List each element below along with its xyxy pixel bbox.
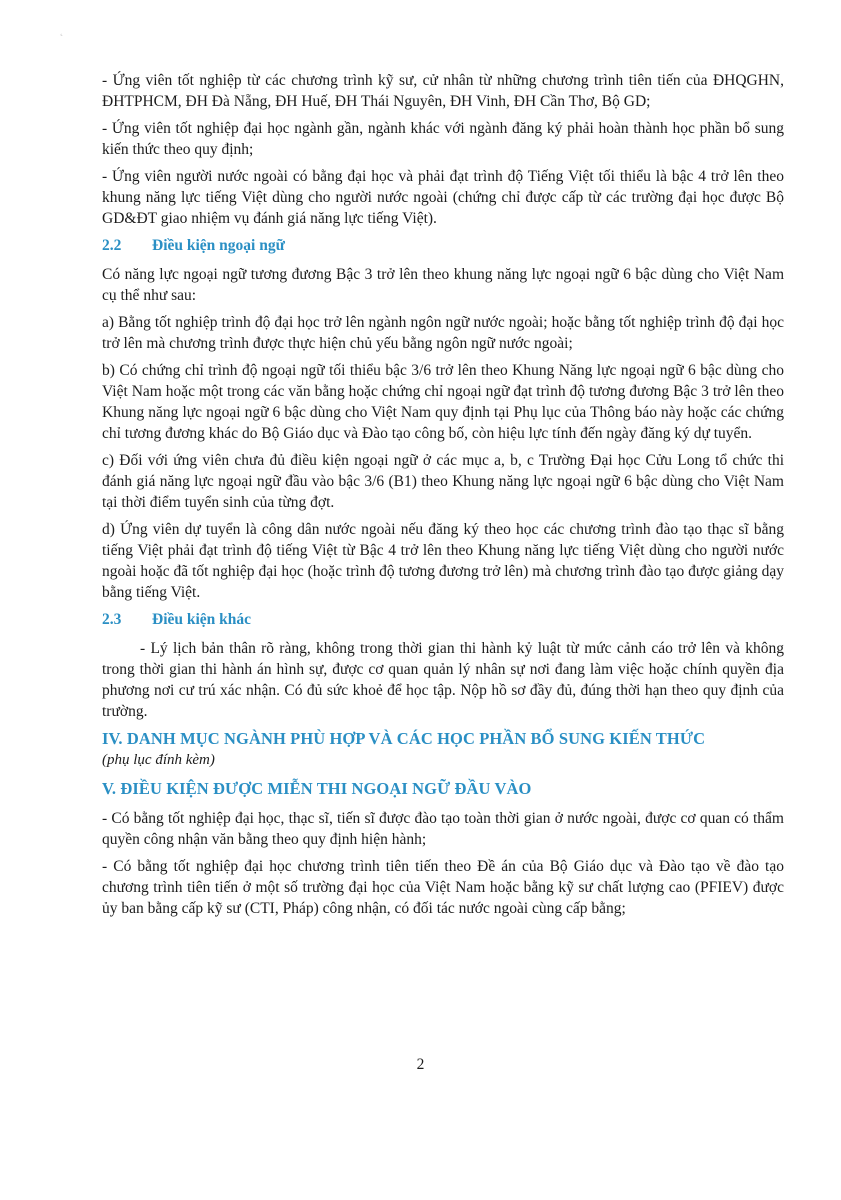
page-number: 2 xyxy=(416,1056,425,1073)
section-title: Điều kiện ngoại ngữ xyxy=(152,237,285,254)
section-number: 2.2 xyxy=(102,237,122,254)
exemption-item-1: - Có bằng tốt nghiệp đại học, thạc sĩ, tiến sĩ được đào tạo toàn thời gian ở nước ngoài, được cơ quan có thẩm quyền công nhận văn bằng theo quy định hiện hành; xyxy=(102,810,784,848)
bullet-foreign-candidates: - Ứng viên người nước ngoài có bằng đại học và phải đạt trình độ Tiếng Việt tối thiểu là bậc 4 trở lên theo khung năng lực tiếng Việt dùng cho người nước ngoài (chứng chỉ được cấp từ các trường đại học được Bộ GD&ĐT giao nhiệm vụ đánh giá năng lực tiếng Việt). xyxy=(102,168,784,227)
section-title: Điều kiện khác xyxy=(152,611,252,628)
language-item-b: b) Có chứng chỉ trình độ ngoại ngữ tối thiểu bậc 3/6 trở lên theo Khung Năng lực ngoại ngữ 6 bậc dùng cho Việt Nam hoặc một trong các văn bằng hoặc chứng chỉ ngoại ngữ đạt trình độ tương đương Bậc 3 trở lên theo Khung năng lực ngoại ngữ 6 bậc dùng cho Việt Nam quy định tại Phụ lục của Thông báo này hoặc các chứng chỉ tương đương khác do Bộ Giáo dục và Đào tạo công bố, còn hiệu lực tính đến ngày đăng ký dự tuyển. xyxy=(102,362,784,442)
language-item-d: d) Ứng viên dự tuyển là công dân nước ngoài nếu đăng ký theo học các chương trình đào tạo thạc sĩ bằng tiếng Việt phải đạt trình độ tiếng Việt từ Bậc 4 trở lên theo Khung năng lực tiếng Việt dùng cho người nước ngoài hoặc đã tốt nghiệp đại học (hoặc trình độ tương đương trở lên) mà chương trình đào tạo được giảng dạy bằng tiếng Việt. xyxy=(102,521,784,601)
section-2-3-heading xyxy=(102,609,784,630)
bullet-advanced-programs: - Ứng viên tốt nghiệp từ các chương trình kỹ sư, cử nhân từ những chương trình tiên tiến của ĐHQGHN, ĐHTPHCM, ĐH Đà Nẵng, ĐH Huế, ĐH Thái Nguyên, ĐH Vinh, ĐH Cần Thơ, Bộ GD; xyxy=(102,72,784,110)
appendix-note: (phụ lục đính kèm) xyxy=(102,752,215,768)
section-2-2-heading xyxy=(102,235,784,256)
bullet-related-majors: - Ứng viên tốt nghiệp đại học ngành gần, ngành khác với ngành đăng ký phải hoàn thành học phần bổ sung kiến thức theo quy định; xyxy=(102,120,784,158)
section-number: 2.3 xyxy=(102,611,122,628)
document-page xyxy=(102,70,784,925)
scan-mark: ˛ xyxy=(60,26,64,37)
language-item-c: c) Đối với ứng viên chưa đủ điều kiện ngoại ngữ ở các mục a, b, c Trường Đại học Cửu Long tổ chức thi đánh giá năng lực ngoại ngữ đầu vào bậc 3/6 (B1) theo Khung năng lực ngoại ngữ 6 bậc dùng cho Việt Nam tại thời điểm tuyển sinh của từng đợt. xyxy=(102,452,784,511)
language-item-a: a) Bằng tốt nghiệp trình độ đại học trở lên ngành ngôn ngữ nước ngoài; hoặc bằng tốt nghiệp trình độ đại học trở lên mà chương trình được thực hiện chủ yếu bằng ngôn ngữ nước ngoài; xyxy=(102,314,784,352)
language-intro: Có năng lực ngoại ngữ tương đương Bậc 3 trở lên theo khung năng lực ngoại ngữ 6 bậc dùng cho Việt Nam cụ thể như sau: xyxy=(102,266,784,304)
section-v-heading: V. ĐIỀU KIỆN ĐƯỢC MIỄN THI NGOẠI NGỮ ĐẦU VÀO xyxy=(102,779,532,798)
exemption-item-2: - Có bằng tốt nghiệp đại học chương trình tiên tiến theo Đề án của Bộ Giáo dục và Đào tạo về đào tạo chương trình tiên tiến ở một số trường đại học của Việt Nam hoặc bằng kỹ sư chất lượng cao (PFIEV) được ủy ban bằng cấp kỹ sư (CTI, Pháp) công nhận, có đối tác nước ngoài cùng cấp bằng; xyxy=(102,858,784,917)
other-conditions: - Lý lịch bản thân rõ ràng, không trong thời gian thi hành kỷ luật từ mức cảnh cáo trở lên và không trong thời gian thi hành án hình sự, được cơ quan quản lý nhân sự nơi đang làm việc hoặc chính quyền địa phương nơi cư trú xác nhận. Có đủ sức khoẻ để học tập. Nộp hồ sơ đầy đủ, đúng thời hạn theo quy định của trường. xyxy=(102,640,784,720)
section-iv-heading: IV. DANH MỤC NGÀNH PHÙ HỢP VÀ CÁC HỌC PHẦN BỔ SUNG KIẾN THỨC xyxy=(102,729,706,748)
